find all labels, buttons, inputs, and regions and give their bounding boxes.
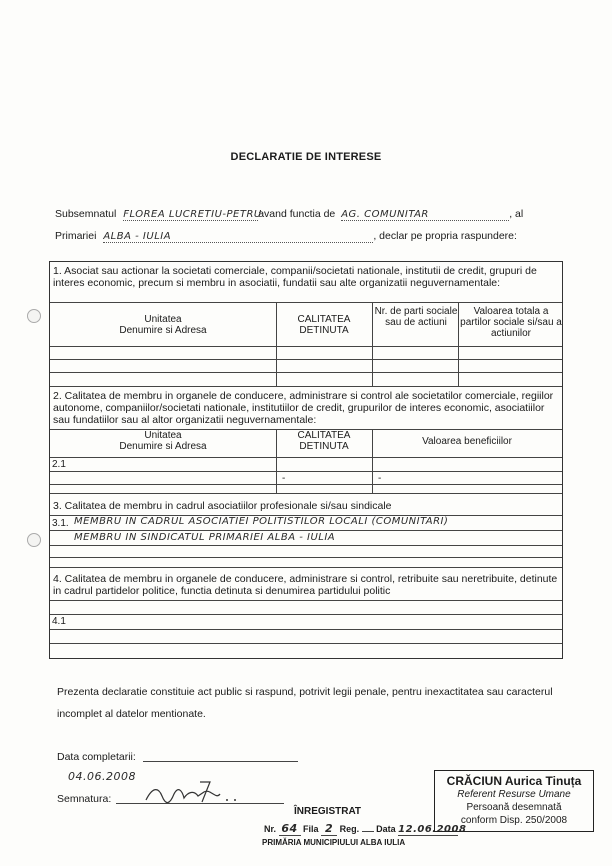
document-title: DECLARATIE DE INTERESE [230, 151, 382, 163]
registration-institution: PRIMĂRIA MUNICIPIULUI ALBA IULIA [262, 838, 406, 847]
s2-col-calitatea: CALITATEA DETINUTA [297, 430, 351, 452]
signature-label: Semnatura: [57, 793, 112, 805]
s1-col-nr-parti: Nr. de parti sociale sau de actiuni [374, 306, 458, 328]
s2-col-valoarea: Valoarea beneficiilor [422, 436, 512, 447]
reg-reg-label: Reg. [339, 824, 360, 834]
al-label: , al [509, 208, 524, 220]
stamp-name: CRĂCIUN Aurica Tinuța [446, 774, 582, 788]
intro-line-2 [55, 230, 565, 243]
s2-dash-valoarea: - [378, 473, 382, 484]
s2-col-unitatea: Unitatea Denumire si Adresa [119, 430, 207, 452]
s3-entry-1: MEMBRU IN CADRUL ASOCIATIEI POLITISTILOR LOCALI (COMUNITARI) [74, 516, 449, 527]
declar-label: , declar pe propria raspundere: [373, 230, 517, 242]
handwritten-signature [140, 778, 250, 810]
primariei-label: Primariei [55, 230, 97, 242]
reg-data-label: Data [376, 824, 396, 834]
s2-row-label: 2.1 [52, 459, 66, 470]
responsible-person-stamp [434, 770, 594, 832]
s2-dash-calitatea: - [282, 473, 286, 484]
date-label: Data completarii: [57, 751, 136, 763]
section-4-text: 4. Calitatea de membru in organele de conducere, administrare si control, retribuite sau neretribuite, detinute in cadrul partidelor politice, functia detinuta si denumirea partidului politic [53, 573, 558, 597]
declaration-table [49, 261, 563, 659]
s4-row-label: 4.1 [52, 616, 66, 627]
s1-col-calitatea: CALITATEA DETINUTA [297, 314, 351, 336]
legal-statement: Prezenta declaratie constituie act public si raspund, potrivit legii penale, pentru inexactitatea sau caracterul incomplet al datelor mentionate. [57, 686, 553, 720]
stamp-role: Referent Resurse Umane [457, 789, 571, 800]
reg-fila-value: 2 [321, 822, 337, 836]
date-value: 04.06.2008 [68, 770, 136, 783]
reg-fila-label: Fila [303, 824, 319, 834]
punch-hole-top [27, 309, 41, 323]
punch-hole-bottom [27, 533, 41, 547]
reg-nr-label: Nr. [264, 824, 277, 834]
intro-line-1 [55, 208, 565, 221]
stamp-line-4: conform Disp. 250/2008 [460, 815, 568, 826]
registration-title: ÎNREGISTRAT [294, 806, 362, 817]
reg-nr-value: 64 [279, 822, 301, 836]
declarant-name: FLOREA LUCRETIU-PETRU [123, 209, 262, 220]
subsemnatul-label: Subsemnatul [55, 208, 117, 220]
reg-data-value: 12.06.2008 [398, 824, 467, 835]
function-value: AG. COMUNITAR [341, 209, 509, 221]
avand-label: avand functia de [258, 208, 336, 220]
s3-row-label: 3.1. [52, 518, 69, 529]
section-2-text: 2. Calitatea de membru in organele de conducere, administrare si control ale societatilor comerciale, regiilor autonome, companiilor/societati nationale, institutiilor de credit, grupurilor de interes economic, asociatiilor sau fundatiilor sau al altor organizatii neguvernamentale: [53, 390, 554, 426]
primaria-value: ALBA - IULIA [103, 231, 373, 243]
stamp-line-3: Persoană desemnată [466, 802, 562, 813]
registration-line [264, 822, 467, 836]
s1-col-unitatea: Unitatea Denumire si Adresa [119, 314, 207, 336]
section-1-text: 1. Asociat sau actionar la societati comerciale, companii/societati nationale, institutii de credit, grupuri de interes economic, precum si membru in asociatii, fundatii sau alte organizatii neguvernamentale: [53, 265, 537, 289]
s1-col-valoarea: Valoarea totala a partilor sociale si/sau a actiunilor [460, 306, 562, 339]
s3-entry-2: MEMBRU IN SINDICATUL PRIMARIEI ALBA - IULIA [74, 532, 336, 543]
section-3-text: 3. Calitatea de membru in cadrul asociatiilor profesionale si/sau sindicale [53, 500, 392, 512]
